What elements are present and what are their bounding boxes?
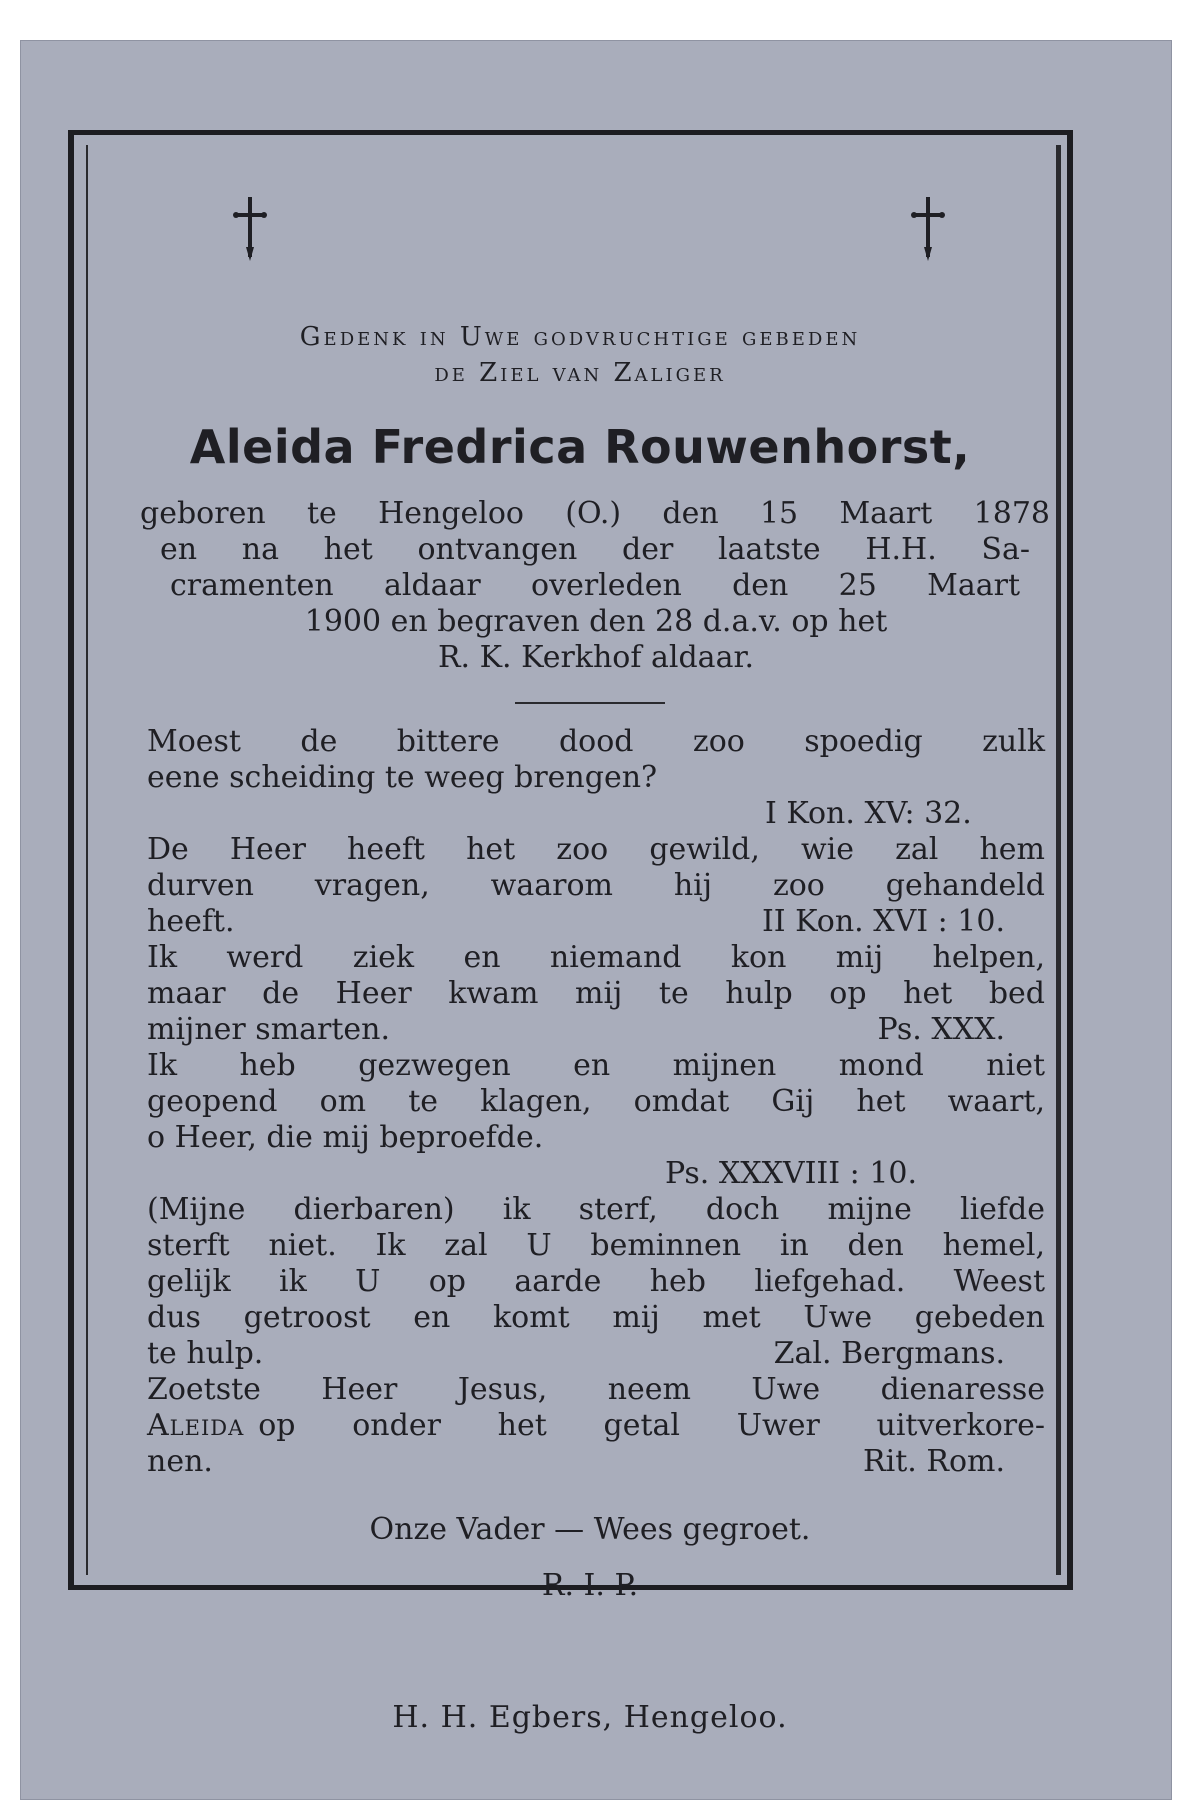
intro-line-4: 1900 en begraven den 28 d.a.v. op het [304,604,888,639]
verse-4-line-2: geopend om te klagen, omdat Gij het waart, [147,1084,1045,1119]
verse-6-last-word: nen. [147,1444,213,1479]
verse-6-reference: Rit. Rom. [863,1444,1005,1479]
verse-6-line-2 [147,1408,1045,1443]
verse-1-line-2: eene scheiding te weeg brengen? [147,760,658,795]
cross-right-icon [910,195,946,263]
verse-2-line-3 [147,904,1045,939]
verse-6-line-3 [147,1444,1045,1479]
verse-4-reference: Ps. XXXVIII : 10. [665,1156,918,1191]
verse-2-line-1: De Heer heeft het zoo gewild, wie zal hem [147,832,1045,867]
verse-5-line-4: dus getroost en komt mij met Uwe gebeden [147,1300,1045,1335]
verse-5-last-words: te hulp. [147,1336,264,1371]
verse-2-reference: II Kon. XVI : 10. [761,904,1005,939]
verse-5-reference: Zal. Bergmans. [773,1336,1005,1371]
verse-2-line-2: durven vragen, waarom hij zoo gehandeld [147,868,1045,903]
intro-line-1: geboren te Hengeloo (O.) den 15 Maart 1878 [140,496,1050,531]
verse-5-line-1: (Mijne dierbaren) ik sterf, doch mijne liefde [147,1192,1045,1227]
verse-2-last-word: heeft. [147,904,235,939]
divider [515,702,665,704]
verse-3-reference: Ps. XXX. [877,1012,1005,1047]
verse-3-line-2: maar de Heer kwam mij te hulp op het bed [147,976,1045,1011]
verse-6-line-2-text: op onder het getal Uwer uitverkore- [258,1408,1045,1443]
intro-line-5: R. K. Kerkhof aldaar. [437,640,755,675]
closing-rip: R. I. P. [541,1568,639,1603]
closing-prayer: Onze Vader — Wees gegroet. [369,1512,811,1547]
verse-1-line-1: Moest de bittere dood zoo spoedig zulk [147,724,1045,759]
verse-3-line-3 [147,1012,1045,1047]
intro-line-3: cramenten aldaar overleden den 25 Maart [170,568,1020,603]
verse-4-line-1: Ik heb gezwegen en mijnen mond niet [147,1048,1045,1083]
verse-5-line-5 [147,1336,1045,1371]
intro-line-2: en na het ontvangen der laatste H.H. Sa- [160,532,1030,567]
verse-3-line-1: Ik werd ziek en niemand kon mij helpen, [147,940,1045,975]
heading-line-1: Gedenk in Uwe godvruchtige gebeden [299,322,861,352]
verse-5-line-3: gelijk ik U op aarde heb liefgehad. Weest [147,1264,1045,1299]
heading-line-2: de Ziel van Zaliger [434,358,726,388]
cross-left-icon [232,195,268,263]
verse-3-last-words: mijner smarten. [147,1012,391,1047]
verse-1-reference: I Kon. XV: 32. [765,796,972,831]
verse-4-line-3: o Heer, die mij beproefde. [147,1120,544,1155]
deceased-name: Aleida Fredrica Rouwenhorst, [189,420,971,474]
printer-credit: H. H. Egbers, Hengeloo. [392,1700,788,1735]
verse-6-line-1: Zoetste Heer Jesus, neem Uwe dienaresse [147,1372,1045,1407]
verse-6-name: Aleida [147,1408,245,1443]
verse-5-line-2: sterft niet. Ik zal U beminnen in den hemel, [147,1228,1045,1263]
